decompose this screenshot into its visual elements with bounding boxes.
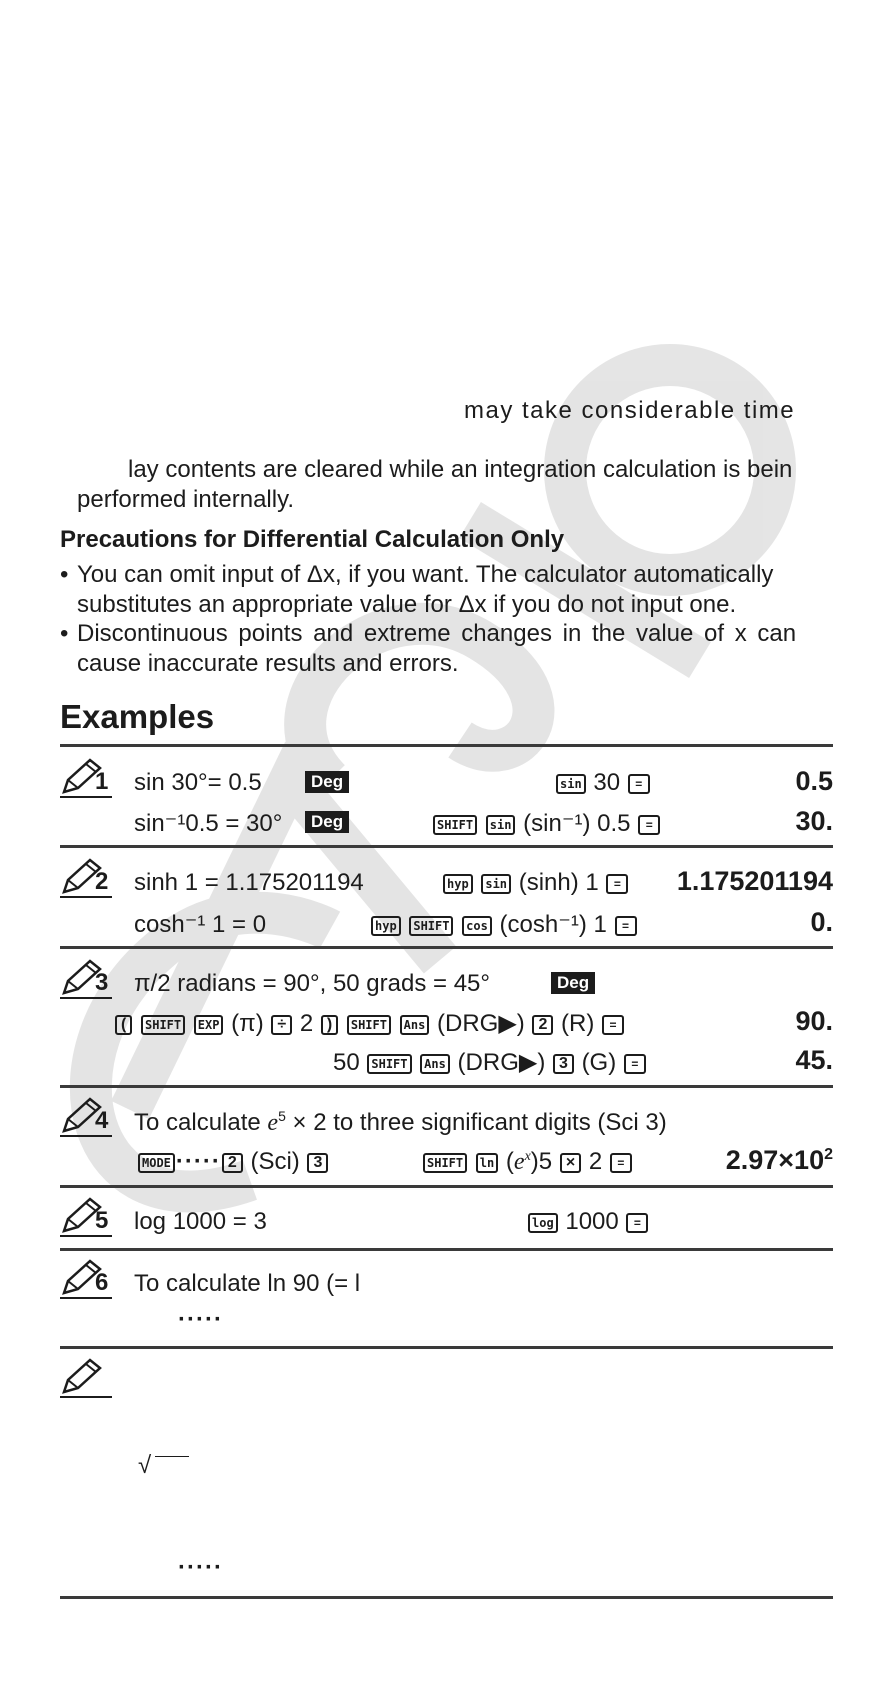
exp-key[interactable]: EXP	[194, 1015, 224, 1035]
divider	[60, 1248, 833, 1251]
example-underline	[60, 1297, 112, 1299]
close-paren-key[interactable]: )	[321, 1015, 338, 1035]
key-label: (sinh)	[518, 869, 579, 896]
example-underline	[60, 1235, 112, 1237]
equals-key[interactable]: =	[606, 874, 628, 894]
ellipsis-dots: ·····	[175, 1148, 221, 1175]
ex1-expression-1: sin 30°= 0.5	[134, 769, 262, 796]
example-underline	[60, 896, 112, 898]
example-number-2: 2	[95, 868, 109, 895]
shift-key[interactable]: SHIFT	[409, 916, 453, 936]
ex3-result-1: 90.	[795, 1006, 833, 1036]
sqrt-symbol: √	[138, 1452, 152, 1479]
key-label-open: (	[505, 1148, 514, 1175]
key-label: (G)	[581, 1049, 617, 1076]
shift-key[interactable]: SHIFT	[433, 815, 477, 835]
divider	[60, 1346, 833, 1349]
ex4-expr-b: × 2 to three significant digits (Sci 3)	[285, 1109, 667, 1136]
ex1-expression-2: sin⁻¹0.5 = 30°	[134, 810, 283, 837]
divider	[60, 845, 833, 848]
log-key[interactable]: log	[528, 1213, 558, 1233]
bullet-dot: •	[60, 620, 69, 647]
hyp-key[interactable]: hyp	[443, 874, 473, 894]
divider	[60, 744, 833, 747]
three-key[interactable]: 3	[553, 1054, 574, 1074]
deg-badge: Deg	[305, 771, 349, 793]
divide-key[interactable]: ÷	[271, 1015, 292, 1035]
sqrt-bar	[155, 1456, 189, 1457]
key-label: (DRG▶)	[437, 1010, 525, 1037]
two-key[interactable]: 2	[222, 1153, 243, 1173]
intro-line-1: may take considerable time	[464, 397, 796, 424]
ex4-keys-calc	[422, 1148, 633, 1176]
deg-badge: Deg	[305, 811, 349, 833]
three-key[interactable]: 3	[307, 1153, 328, 1173]
ex4-result	[726, 1145, 833, 1176]
cos-key[interactable]: cos	[462, 916, 492, 936]
ex1-result-2: 30.	[795, 806, 833, 836]
divider	[60, 946, 833, 949]
ex4-result-base: 2.97×10	[725, 1145, 825, 1175]
example-number-4: 4	[95, 1107, 109, 1134]
hyp-key[interactable]: hyp	[371, 916, 401, 936]
deg-badge: Deg	[551, 972, 595, 994]
key-label-close: )	[530, 1148, 539, 1175]
example-number-3: 3	[95, 969, 109, 996]
equals-key[interactable]: =	[602, 1015, 624, 1035]
ex5-keys	[527, 1208, 649, 1236]
two-key[interactable]: 2	[532, 1015, 553, 1035]
equals-key[interactable]: =	[624, 1054, 646, 1074]
ex2-expression-2: cosh⁻¹ 1 = 0	[134, 911, 267, 938]
ex4-keys-mode	[137, 1148, 329, 1176]
sin-key[interactable]: sin	[481, 874, 511, 894]
shift-key[interactable]: SHIFT	[347, 1015, 391, 1035]
example-underline	[60, 1135, 112, 1137]
ex6-expression: To calculate ln 90 (= l	[134, 1270, 361, 1297]
ex4-expr-exp: 5	[278, 1108, 286, 1124]
mode-key[interactable]: MODE	[138, 1153, 175, 1173]
keys-value: 0.5	[597, 810, 631, 837]
ex3-result-2: 45.	[795, 1045, 833, 1075]
ex4-expr-e: e	[267, 1110, 279, 1136]
equals-key[interactable]: =	[628, 774, 650, 794]
shift-key[interactable]: SHIFT	[367, 1054, 411, 1074]
examples-title: Examples	[60, 698, 215, 735]
key-label: (sin⁻¹)	[523, 810, 591, 837]
keys-value: 5	[538, 1148, 553, 1175]
key-label: (R)	[561, 1010, 595, 1037]
ex4-result-exp: 2	[824, 1146, 833, 1163]
precaution-1-line-2: substitutes an appropriate value for Δx if you do not input one.	[77, 591, 737, 618]
precaution-2-line-1: Discontinuous points and extreme changes in the value of x can	[77, 620, 797, 647]
ellipsis-dots: ·····	[178, 1306, 223, 1333]
keys-value: 2	[588, 1148, 603, 1175]
key-label: (DRG▶)	[457, 1049, 546, 1076]
equals-key[interactable]: =	[610, 1153, 632, 1173]
ln-key[interactable]: ln	[476, 1153, 498, 1173]
precaution-2-line-2: cause inaccurate results and errors.	[77, 650, 459, 677]
keys-value: 50	[333, 1049, 360, 1076]
sin-key[interactable]: sin	[556, 774, 586, 794]
keys-value: 1	[593, 911, 607, 938]
example-underline	[60, 796, 112, 798]
ex1-keys-1	[555, 769, 651, 797]
key-label: (π)	[231, 1010, 264, 1037]
precautions-title: Precautions for Differential Calculation Only	[60, 526, 565, 553]
ellipsis-dots: ·····	[178, 1554, 223, 1581]
ex2-result-2: 0.	[810, 907, 833, 937]
ex1-result-1: 0.5	[795, 766, 833, 796]
divider	[60, 1596, 833, 1599]
keys-value: 1	[585, 869, 599, 896]
example-underline	[60, 1396, 112, 1398]
bullet-dot: •	[60, 561, 69, 588]
ex2-keys-2	[370, 910, 638, 939]
times-key[interactable]: ×	[560, 1153, 581, 1173]
open-paren-key[interactable]: (	[115, 1015, 132, 1035]
key-label-x: x	[524, 1149, 531, 1164]
precaution-1-line-1: You can omit input of Δx, if you want. The calculator automatically	[77, 561, 774, 588]
shift-key[interactable]: SHIFT	[423, 1153, 467, 1173]
equals-key[interactable]: =	[638, 815, 660, 835]
intro-line-3: performed internally.	[77, 486, 294, 513]
equals-key[interactable]: =	[626, 1213, 648, 1233]
ex4-expr-a: To calculate	[134, 1109, 268, 1136]
example-number-5: 5	[95, 1207, 109, 1234]
example-underline	[60, 997, 112, 999]
sin-key[interactable]: sin	[486, 815, 516, 835]
keys-value: 2	[299, 1010, 314, 1037]
divider	[60, 1185, 833, 1188]
key-label: (Sci)	[250, 1148, 300, 1175]
key-label-e: e	[513, 1149, 525, 1175]
ex1-keys-2	[432, 809, 661, 838]
example-number-6: 6	[95, 1269, 109, 1296]
shift-key[interactable]: SHIFT	[141, 1015, 185, 1035]
divider	[60, 1085, 833, 1088]
key-label: (cosh⁻¹)	[499, 911, 587, 938]
ex3-expression: π/2 radians = 90°, 50 grads = 45°	[134, 970, 490, 997]
intro-line-2: lay contents are cleared while an integration calculation is bein	[128, 456, 793, 483]
ex3-keys-2	[333, 1048, 647, 1077]
keys-value: 1000	[565, 1208, 619, 1235]
ex3-keys-1	[114, 1009, 625, 1038]
ex2-keys-1	[442, 869, 629, 897]
ex4-expression	[134, 1108, 667, 1137]
ex2-expression-1: sinh 1 = 1.175201194	[134, 869, 364, 896]
ex2-result-1: 1.175201194	[676, 866, 833, 896]
equals-key[interactable]: =	[615, 916, 637, 936]
ans-key[interactable]: Ans	[400, 1015, 430, 1035]
keys-value: 30	[593, 769, 621, 796]
ex5-expression: log 1000 = 3	[134, 1208, 267, 1235]
pencil-icon	[60, 1358, 106, 1398]
example-number-1: 1	[95, 768, 109, 795]
ans-key[interactable]: Ans	[420, 1054, 450, 1074]
